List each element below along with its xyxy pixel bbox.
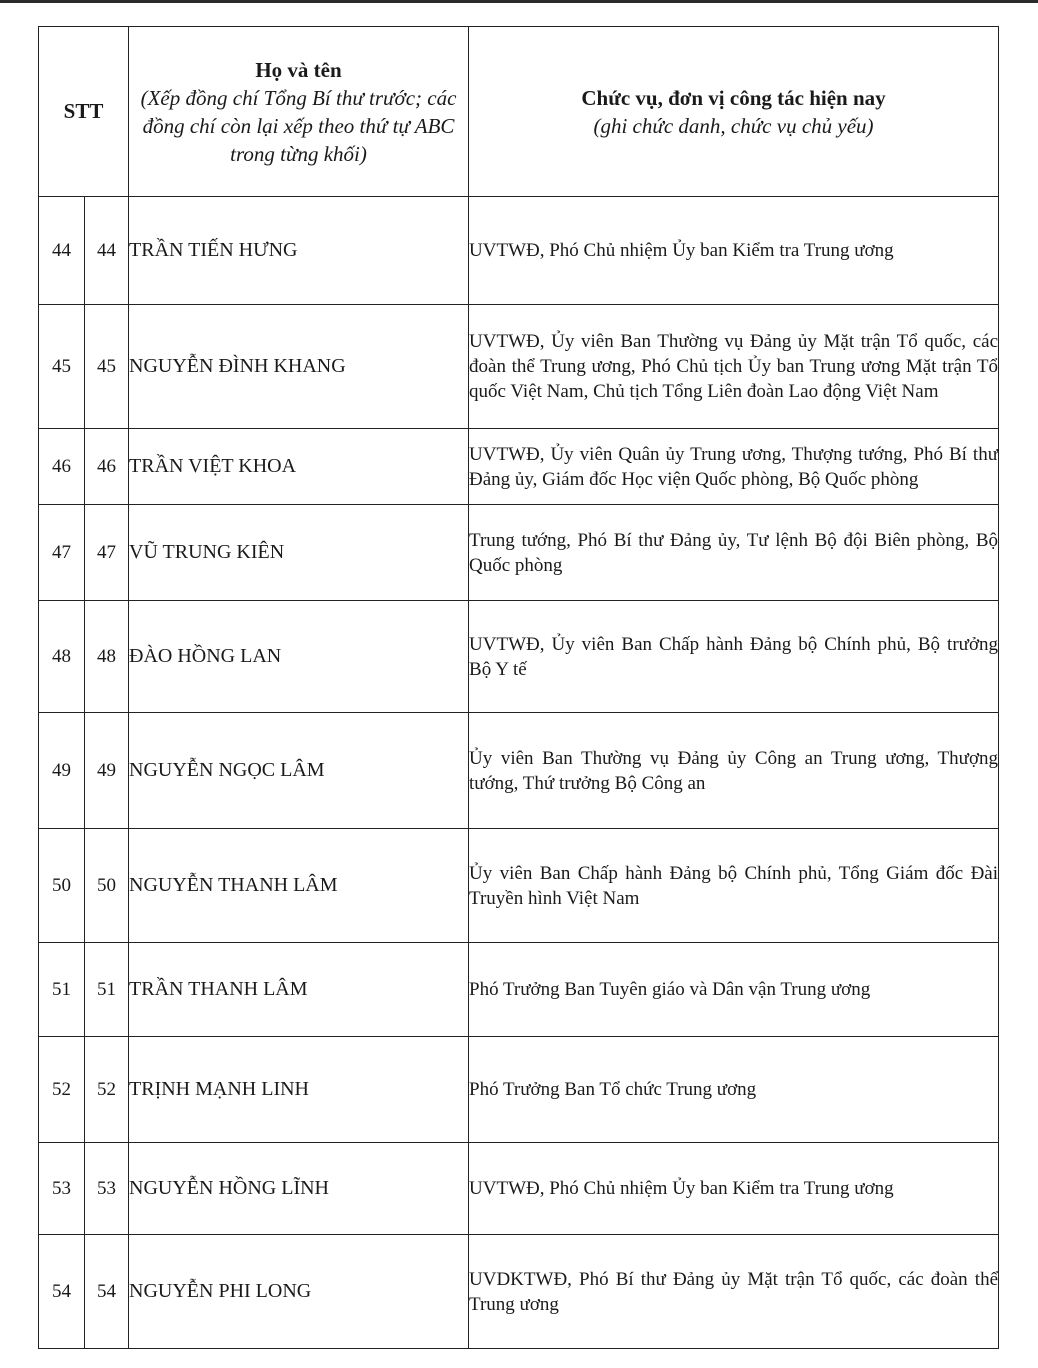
position-header-note: (ghi chức danh, chức vụ chủ yếu)	[593, 113, 874, 138]
name-header	[129, 27, 469, 197]
row-stt-a: 49	[39, 713, 85, 829]
position-header-title: Chức vụ, đơn vị công tác hiện nay	[581, 85, 886, 110]
row-name: TRẦN TIẾN HƯNG	[129, 197, 469, 305]
name-header-title: Họ và tên	[255, 57, 342, 82]
row-stt-b: 52	[85, 1037, 129, 1143]
table-row	[39, 601, 999, 713]
row-stt-b: 46	[85, 429, 129, 505]
row-stt-a: 48	[39, 601, 85, 713]
row-stt-a: 52	[39, 1037, 85, 1143]
table-row	[39, 1143, 999, 1235]
stt-header: STT	[39, 27, 129, 197]
personnel-table	[38, 26, 999, 1349]
row-name: VŨ TRUNG KIÊN	[129, 505, 469, 601]
row-stt-b: 50	[85, 829, 129, 943]
row-name: ĐÀO HỒNG LAN	[129, 601, 469, 713]
row-position: UVTWĐ, Ủy viên Ban Chấp hành Đảng bộ Chính phủ, Bộ trưởng Bộ Y tế	[469, 601, 999, 713]
row-position: Ủy viên Ban Thường vụ Đảng ủy Công an Trung ương, Thượng tướng, Thứ trưởng Bộ Công an	[469, 713, 999, 829]
row-name: NGUYỄN PHI LONG	[129, 1235, 469, 1349]
row-stt-b: 48	[85, 601, 129, 713]
row-stt-a: 47	[39, 505, 85, 601]
row-stt-b: 49	[85, 713, 129, 829]
row-name: NGUYỄN THANH LÂM	[129, 829, 469, 943]
row-stt-a: 44	[39, 197, 85, 305]
row-stt-b: 44	[85, 197, 129, 305]
row-position: Trung tướng, Phó Bí thư Đảng ủy, Tư lệnh Bộ đội Biên phòng, Bộ Quốc phòng	[469, 505, 999, 601]
table-row	[39, 1235, 999, 1349]
row-name: NGUYỄN HỒNG LĨNH	[129, 1143, 469, 1235]
row-name: TRẦN VIỆT KHOA	[129, 429, 469, 505]
row-position: UVTWĐ, Ủy viên Quân ủy Trung ương, Thượng tướng, Phó Bí thư Đảng ủy, Giám đốc Học viện Quốc phòng, Bộ Quốc phòng	[469, 429, 999, 505]
table-row	[39, 505, 999, 601]
table-row	[39, 197, 999, 305]
table-row	[39, 829, 999, 943]
row-name: TRẦN THANH LÂM	[129, 943, 469, 1037]
row-stt-a: 54	[39, 1235, 85, 1349]
table-header-row	[39, 27, 999, 197]
table-row	[39, 713, 999, 829]
row-stt-a: 45	[39, 305, 85, 429]
row-position: Phó Trưởng Ban Tuyên giáo và Dân vận Trung ương	[469, 943, 999, 1037]
row-position: Ủy viên Ban Chấp hành Đảng bộ Chính phủ, Tổng Giám đốc Đài Truyền hình Việt Nam	[469, 829, 999, 943]
row-name: NGUYỄN ĐÌNH KHANG	[129, 305, 469, 429]
row-stt-b: 47	[85, 505, 129, 601]
name-header-note: (Xếp đồng chí Tổng Bí thư trước; các đồng chí còn lại xếp theo thứ tự ABC trong từng khối)	[140, 85, 457, 166]
row-stt-b: 54	[85, 1235, 129, 1349]
table-row	[39, 429, 999, 505]
position-header	[469, 27, 999, 197]
row-name: NGUYỄN NGỌC LÂM	[129, 713, 469, 829]
row-position: UVTWĐ, Phó Chủ nhiệm Ủy ban Kiểm tra Trung ương	[469, 1143, 999, 1235]
row-stt-a: 50	[39, 829, 85, 943]
row-name: TRỊNH MẠNH LINH	[129, 1037, 469, 1143]
table-row	[39, 943, 999, 1037]
row-position: UVTWĐ, Ủy viên Ban Thường vụ Đảng ủy Mặt trận Tổ quốc, các đoàn thể Trung ương, Phó Chủ tịch Ủy ban Trung ương Mặt trận Tổ quốc Việt Nam, Chủ tịch Tổng Liên đoàn Lao động Việt Nam	[469, 305, 999, 429]
scan-top-edge	[0, 0, 1038, 3]
table-row	[39, 305, 999, 429]
row-stt-a: 46	[39, 429, 85, 505]
row-stt-b: 51	[85, 943, 129, 1037]
row-stt-a: 51	[39, 943, 85, 1037]
row-position: UVTWĐ, Phó Chủ nhiệm Ủy ban Kiểm tra Trung ương	[469, 197, 999, 305]
row-position: Phó Trưởng Ban Tổ chức Trung ương	[469, 1037, 999, 1143]
row-stt-b: 45	[85, 305, 129, 429]
row-position: UVDKTWĐ, Phó Bí thư Đảng ủy Mặt trận Tổ quốc, các đoàn thể Trung ương	[469, 1235, 999, 1349]
row-stt-a: 53	[39, 1143, 85, 1235]
row-stt-b: 53	[85, 1143, 129, 1235]
table-row	[39, 1037, 999, 1143]
